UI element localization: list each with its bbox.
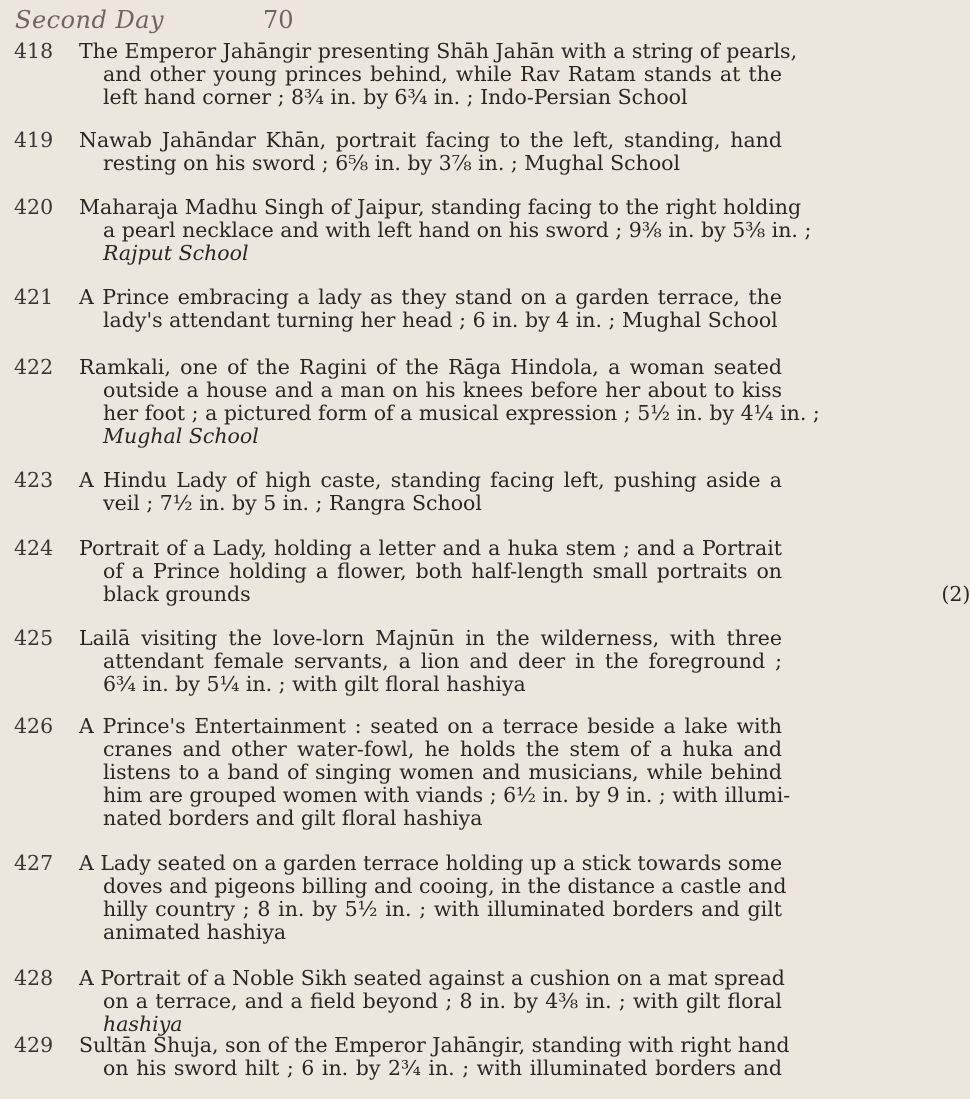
description-line: Lailā visiting the love-lorn Majnūn in the wilderness, with three: [79, 626, 782, 650]
lot-number: 422: [14, 355, 54, 379]
lot-description: [79, 536, 970, 606]
description-line: on a terrace, and a field beyond ; 8 in. by 4⅜ in. ; with gilt floral: [103, 989, 782, 1013]
description-line: A Lady seated on a garden terrace holding up a stick towards some: [79, 851, 783, 875]
description-line: A Prince's Entertainment : seated on a terrace beside a lake with: [79, 714, 782, 738]
lot-description: [79, 627, 782, 696]
description-line: Portrait of a Lady, holding a letter and a huka stem ; and a Portrait: [79, 536, 782, 560]
lot-number: 428: [14, 966, 54, 990]
description-line: resting on his sword ; 6⅝ in. by 3⅞ in. ; Mughal School: [103, 151, 681, 175]
description-line: doves and pigeons billing and cooing, in the distance a castle and: [103, 874, 787, 898]
description-line: Sultān Shuja, son of the Emperor Jahāngir, standing with right hand: [79, 1033, 790, 1057]
lot-description: [79, 355, 820, 448]
description-line: nated borders and gilt floral hashiya: [103, 806, 483, 830]
description-line: A Portrait of a Noble Sikh seated against a cushion on a mat spread: [79, 966, 785, 990]
description-line: hilly country ; 8 in. by 5½ in. ; with illuminated borders and gilt: [103, 897, 782, 921]
description-line: Mughal School: [103, 424, 259, 448]
description-line: hashiya: [103, 1012, 183, 1036]
description-line: listens to a band of singing women and musicians, while behind: [103, 760, 782, 784]
running-head: Second Day: [15, 6, 165, 34]
description-line: cranes and other water-fowl, he holds the stem of a huka and: [103, 737, 782, 761]
lot-description: [79, 469, 782, 515]
lot-number: 429: [14, 1033, 54, 1057]
lot-number: 425: [14, 626, 54, 650]
description-line: black grounds (2): [103, 582, 970, 606]
description-line: her foot ; a pictured form of a musical expression ; 5½ in. by 4¼ in. ;: [103, 401, 820, 425]
lot-description: [79, 129, 782, 175]
description-line: Rajput School: [103, 241, 249, 265]
page-number: 70: [263, 6, 294, 34]
description-line: of a Prince holding a flower, both half-length small portraits on: [103, 559, 782, 583]
description-line: outside a house and a man on his knees before her about to kiss: [103, 378, 782, 402]
lot-number: 426: [14, 714, 54, 738]
lot-description: [79, 39, 798, 109]
lot-number: 418: [14, 39, 54, 63]
description-line: on his sword hilt ; 6 in. by 2¾ in. ; with illuminated borders and: [103, 1056, 782, 1080]
description-line: veil ; 7½ in. by 5 in. ; Rangra School: [103, 491, 482, 515]
lot-number: 421: [14, 285, 54, 309]
lot-description: [79, 1033, 790, 1080]
lot-number: 424: [14, 536, 54, 560]
lot-description: [79, 851, 787, 944]
description-line: A Prince embracing a lady as they stand on a garden terrace, the: [79, 285, 782, 309]
description-line: lady's attendant turning her head ; 6 in. by 4 in. ; Mughal School: [103, 308, 778, 332]
description-line: attendant female servants, a lion and deer in the foreground ;: [103, 649, 782, 673]
description-line: Nawab Jahāndar Khān, portrait facing to the left, standing, hand: [79, 128, 782, 152]
description-line: a pearl necklace and with left hand on his sword ; 9⅜ in. by 5⅜ in. ;: [103, 218, 812, 242]
lot-number: 427: [14, 851, 54, 875]
description-line: animated hashiya: [103, 920, 287, 944]
lot-description: [79, 195, 812, 265]
lot-description: [79, 966, 785, 1036]
description-line: left hand corner ; 8¾ in. by 6¾ in. ; Indo-Persian School: [103, 85, 688, 109]
lot-number: 420: [14, 195, 54, 219]
lot-description: [79, 714, 791, 830]
lot-description: [79, 286, 782, 332]
description-line: him are grouped women with viands ; 6½ in. by 9 in. ; with illumi-: [103, 783, 791, 807]
lot-number: 423: [14, 468, 54, 492]
description-line: 6¾ in. by 5¼ in. ; with gilt floral hashiya: [103, 672, 526, 696]
description-line: A Hindu Lady of high caste, standing facing left, pushing aside a: [79, 468, 782, 492]
description-line: The Emperor Jahāngir presenting Shāh Jahān with a string of pearls,: [79, 39, 798, 63]
description-line: Ramkali, one of the Ragini of the Rāga Hindola, a woman seated: [79, 355, 782, 379]
lot-number: 419: [14, 128, 54, 152]
description-line: and other young princes behind, while Rav Ratam stands at the: [103, 62, 782, 86]
description-line: Maharaja Madhu Singh of Jaipur, standing facing to the right holding: [79, 195, 802, 219]
